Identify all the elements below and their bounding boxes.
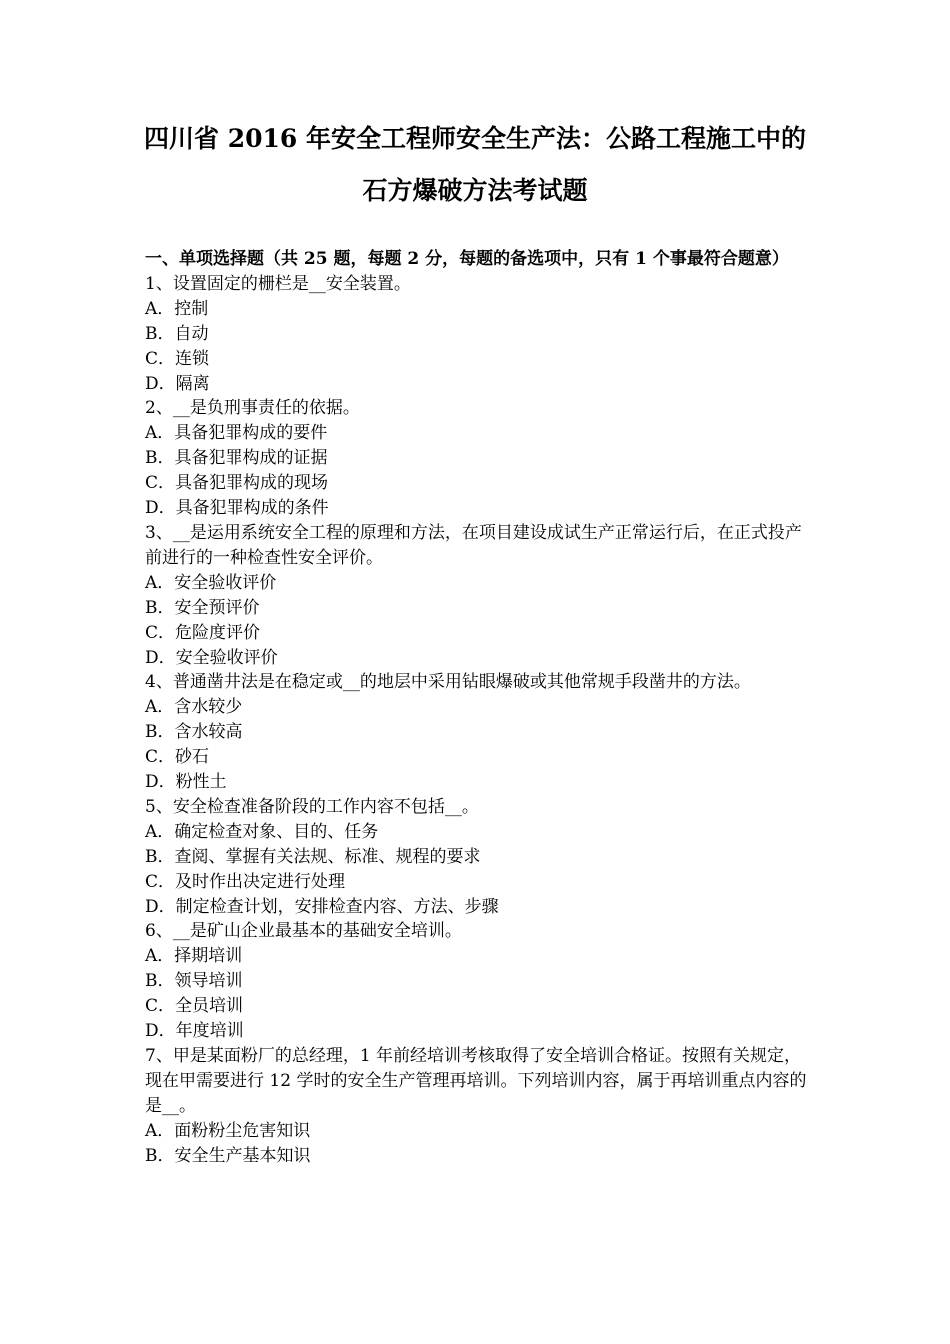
option-d: D．隔离	[145, 373, 210, 394]
option-a: A．确定检查对象、目的、任务	[145, 821, 379, 842]
question-6	[145, 919, 809, 1044]
question-stem: 3、__是运用系统安全工程的原理和方法，在项目建设成试生产正常运行后，在正式投产前进行的一种检查性安全评价。	[145, 522, 802, 568]
option-a: A．面粉粉尘危害知识	[145, 1120, 311, 1141]
option-b: B．安全预评价	[145, 597, 260, 618]
option-d: D．安全验收评价	[145, 647, 278, 668]
question-7	[145, 1044, 809, 1169]
option-c: C．及时作出决定进行处理	[145, 871, 346, 892]
option-c: C．危险度评价	[145, 622, 261, 643]
option-c: C．全员培训	[145, 996, 244, 1017]
question-stem: 7、甲是某面粉厂的总经理，1 年前经培训考核取得了安全培训合格证。按照有关规定，现在甲需要进行 12 学时的安全生产管理再培训。下列培训内容，属于再培训重点内容的是__。	[145, 1046, 807, 1116]
option-c: C．具备犯罪构成的现场	[145, 473, 329, 494]
question-3	[145, 521, 809, 670]
option-b: B．含水较高	[145, 722, 243, 743]
option-a: A．含水较少	[145, 697, 243, 718]
option-b: B．具备犯罪构成的证据	[145, 448, 328, 469]
section-heading: 一、单项选择题（共 25 题，每题 2 分，每题的备选项中，只有 1 个事最符合题意）	[145, 249, 789, 269]
question-1	[145, 272, 809, 397]
question-stem: 2、__是负刑事责任的依据。	[145, 398, 360, 419]
option-d: D．具备犯罪构成的条件	[145, 498, 329, 519]
option-b: B．领导培训	[145, 971, 243, 992]
document-title-line-1: 四川省 2016 年安全工程师安全生产法：公路工程施工中的	[144, 124, 806, 153]
option-b: B．自动	[145, 323, 209, 344]
option-c: C．连锁	[145, 348, 210, 369]
question-stem: 1、设置固定的栅栏是__安全装置。	[145, 273, 411, 294]
question-2	[145, 396, 809, 521]
option-d: D．制定检查计划，安排检查内容、方法、步骤	[145, 896, 499, 917]
option-d: D．年度培训	[145, 1021, 244, 1042]
option-c: C．砂石	[145, 747, 210, 768]
option-a: A．择期培训	[145, 946, 243, 967]
question-stem: 5、安全检查准备阶段的工作内容不包括__。	[145, 796, 479, 817]
option-a: A．具备犯罪构成的要件	[145, 423, 328, 444]
option-b: B．安全生产基本知识	[145, 1145, 311, 1166]
document-title-line-2: 石方爆破方法考试题	[362, 176, 588, 205]
question-4	[145, 670, 809, 795]
option-a: A．安全验收评价	[145, 572, 277, 593]
question-stem: 6、__是矿山企业最基本的基础安全培训。	[145, 921, 462, 942]
question-5	[145, 795, 809, 920]
option-d: D．粉性土	[145, 772, 227, 793]
question-stem: 4、普通凿井法是在稳定或__的地层中采用钻眼爆破或其他常规手段凿井的方法。	[145, 672, 751, 693]
document-body	[145, 221, 809, 1169]
option-b: B．查阅、掌握有关法规、标准、规程的要求	[145, 846, 481, 867]
option-a: A．控制	[145, 298, 209, 319]
